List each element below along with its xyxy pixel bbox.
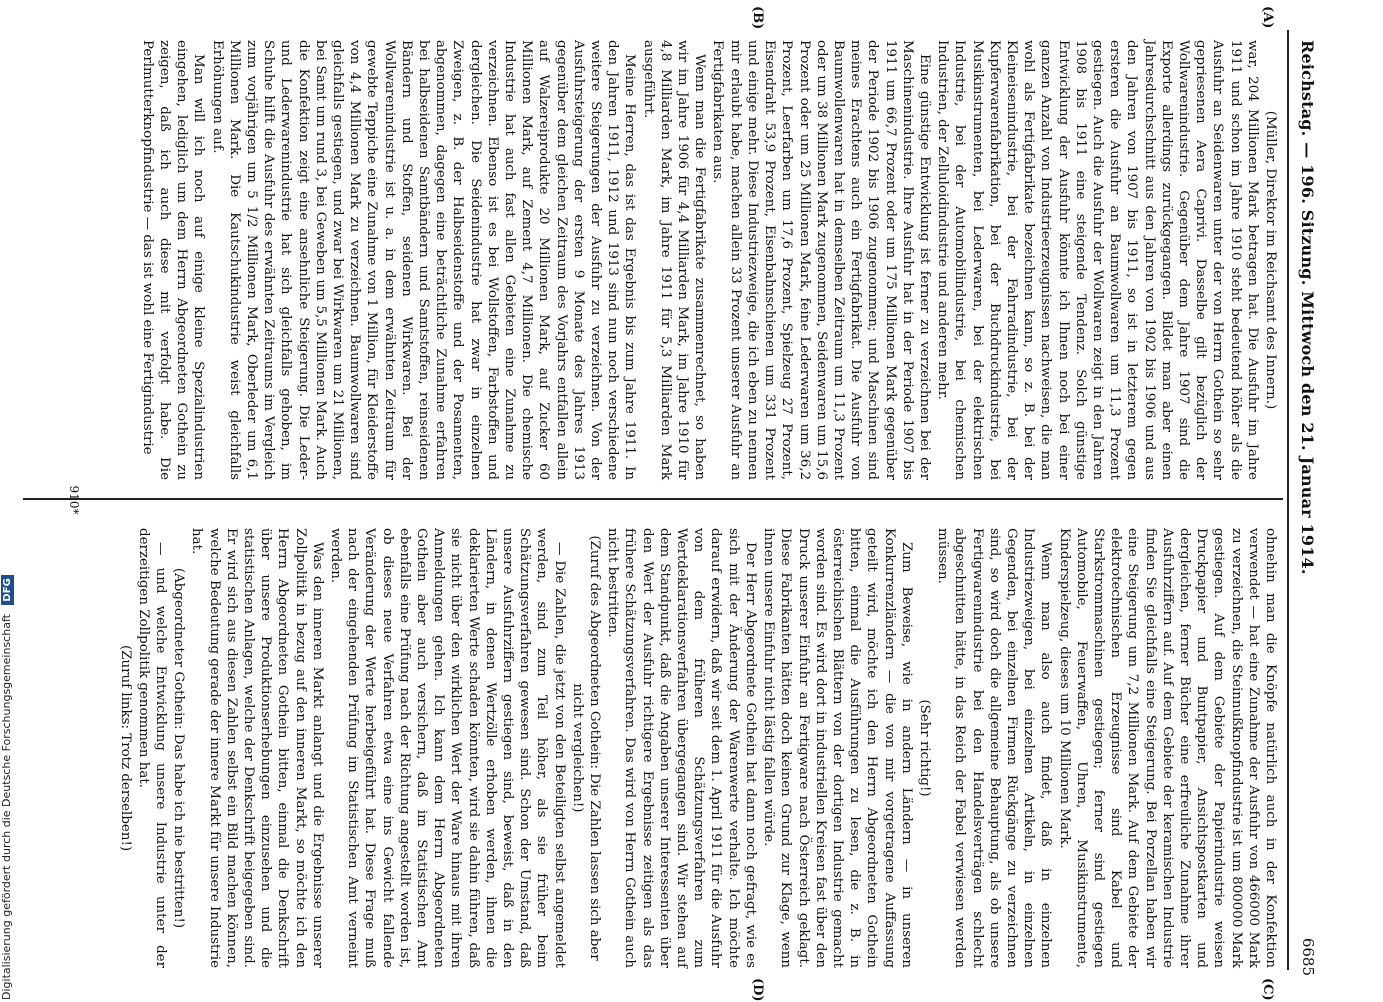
paragraph: Meine Herren, das ist das Ergebnis bis zum Jahre 1911. In den Jahren 1911, 1912 und 1913 sind nun noch verschiedene weitere Steigerungen der Ausfuhr zu verzeichnen. Von der Ausfuhrsteigerung der ersten 9 Monate des Jahres 1913 gegenüber dem gleichen Zeitraum des Vorjahrs entfallen allein auf Walzereiprodukte 20 Millionen Mark, auf Zucker 60 Millionen Mark, auf Zement 4,7 Millionen. Die chemische Industrie hat auch fast allen Gebieten eine Zunahme zu verzeichnen. Ebenso ist es bei Wollstoffen, Farbstoffen und dergleichen. Die Seidenindustrie hat zwar in einzelnen Zweigen, z. B. der Halbseidenstoffe und der Posamenten, abgenommen, dagegen eine beträchtliche Zunahme erfahren bei halbseidenen Samtbändern und Samtstoffen, reinseidenen Bändern und Stoffen, seidenen Wirkwaren. Bei der Wollwarenindustrie ist u. a. in dem erwähnten Zeitraum für gewebte Teppiche eine Zunahme von 1 Million, für Kleiderstoffe von 4,4 Millionen Mark zu verzeichnen. Baumwollwaren sind gleichfalls gestiegen, und zwar bei Wirkwaren um 21 Millionen, bei Samt um rund 3, bei Geweben um 5,5 Millionen Mark. Auch die Konfektion zeigt eine ansehnliche Steigerung. Die Leder- und Lederwarenindustrie hat sich gleichfalls gehoben, im Schuhe hilft die Ausfuhr des erwähnten Zeitraums im Vergleich zum vorjährigen um 5 1/2 Millionen Mark, Oberleder um 6,1 Millionen Mark. Die Kautschukindustrie weist gleichfalls Erhöhungen auf. [209, 40, 638, 480]
interjection: (Zuruf links: Trotz derselben!) [117, 644, 133, 852]
margin-marker-a: (A) [1260, 6, 1275, 29]
header-rule [1287, 30, 1289, 970]
paragraph: — und welche Entwicklung unsere Industrie unter der derzeitigen Zollpolitik genommen hat. [135, 528, 168, 968]
paragraph: Eine günstige Entwicklung ist ferner zu verzeichnen bei der Maschinenindustrie. Ihre Ausfuhr hat in der Periode 1907 bis 1911 um 66,7 Prozent oder um 175 Millionen Mark gegenüber der Periode 1902 bis 1906 zugenommen; und Maschinen sind meines Erachtens auch ein Fertigfabrikat. Die Ausfuhr von Baumwollenwaren hat in demselben Zeitraum um 11,3 Prozent oder um 38 Millionen Mark zugenommen, Seidenwaren um 15,6 Prozent oder um 25 Millionen Mark, feine Lederwaren um 36,2 Prozent, Leerfarben um 17,6 Prozent, Spielzeug 27 Prozent, Eisendraht 53,9 Prozent, Eisenbahnschienen um 331 Prozent und einige mehr. Diese Industriezweige, die ich eben zu nennen mir erlaubt habe, machen allein 33 Prozent unserer Ausfuhr an Fertigfabrikaten aus. [710, 40, 932, 480]
paragraph: Zum Beweise, wie in andern Ländern — in unseren Konkurrenzländern — die von mir vorgetragene Auffassung geteilt wird, möchte ich den Herrn Abgeordneten Gothein bitten, einmal die Ausführungen zu lesen, die z. B. in österreichischen Blättern von der dortigen Industrie gemacht worden sind. Es wird dort in industriellen Kreisen fast über den Druck unserer Einfuhr an Fertigware nach Österreich geklagt. Diese Fabrikanten hätten doch keinen Grund zur Klage, wenn ihnen unsere Einfuhr nicht lästig fallen würde. [761, 528, 914, 968]
credit-text: Digitalisierung gefördert durch die Deutsche Forschungsgemeinschaft [0, 614, 13, 1000]
interjection: (Abgeordneter Gothein: Das habe ich nie bestritten!) [171, 567, 187, 929]
paragraph: Der Herr Abgeordnete Gothein hat dann noch gefragt, wie es sich mit der Änderung der Warenwerte verhalte. Ich möchte darauf erwidern, daß wir seit dem 1. April 1911 für die Ausfuhr von dem früheren Schätzungsverfahren zum Wertdeklarationsverfahren übergegangen sind. Wir stehen auf dem Standpunkt, daß die Angaben unserer Interessenten über den Wert der Ausfuhr richtigere Ergebnisse zeitigen als das frühere Schätzungsverfahren. Das wird von Herrn Gothein auch nicht bestritten. [605, 528, 758, 968]
dfg-logo: DFG [1, 575, 14, 604]
paragraph: — Die Zahlen, die jetzt von den Beteiligten selbst angemeldet werden, sind zum Teil höher, als sie früher beim Schätzungsverfahren gewesen sind. Schon der Umstand, daß unsere Ausfuhrziffern gestiegen sind, beweist, daß in den Ländern, in denen Wertzölle erhoben werden, ihnen die deklarierten Werte schaden könnten, wird sie dahin führen, daß sie nicht über den wirklichen Wert der Ware hinaus mit ihren Anmeldungen gehen. Ich kann dem Herrn Abgeordneten Gothein aber auch versichern, daß im Statistischen Amt ebenfalls eine Prüfung nach der Richtung angestellt worden ist, ob dieses neue Verfahren etwa eine ins Gewicht fallende Veränderung der Werte herbeigeführt hat. Diese Frage muß nach der eingehenden Prüfung im Statistischen Amt verneint werden. [328, 528, 567, 968]
margin-marker-d: (D) [750, 978, 765, 1002]
interjection: (Sehr richtig!) [916, 699, 932, 797]
margin-marker-b: (B) [750, 6, 765, 30]
rotated-page [15, 0, 1325, 1000]
paragraph: Man will ich noch auf einige kleine Spezialindustrien eingehen, lediglich um dem Herrn Abgeordneten Gothein zu zeigen, daß ich auch diese mit verfolgt habe. Die Perlmutterknopfindustrie — das ist wohl eine Fertigindustrie [139, 40, 207, 480]
column-divider [23, 498, 1283, 500]
margin-marker-c: (C) [1260, 978, 1275, 1001]
paragraph: (Müller, Direktor im Reichsamt des Innern.) [1263, 110, 1278, 410]
right-column [115, 528, 1279, 968]
paragraph: ohnehin man die Knöpfe natürlich auch in der Konfektion verwendet — hat eine Zunahme der Ausfuhr von 466000 Mark zu verzeichnen, die Steinnußknopfindustrie ist um 800000 Mark gestiegen. Auf dem Gebiete der Papierindustrie weisen Druckpapier und Buntpapier, Ansichtspostkarten und dergleichen, ferner Bücher eine erfreuliche Zunahme ihrer Ausfuhrziffern auf. Auf dem Gebiete der keramischen Industrie finden Sie gleichfalls eine Steigerung. Bei Porzellan haben wir eine Steigerung um 7,2 Millionen Mark. Auf dem Gebiete der elektrotechnischen Erzeugnisse sind Kabel und Starkstrommaschinen gestiegen; ferner sind gestiegen Automobile, Feuerwaffen, Uhren, Musikinstrumente, Kinderspielzeug, dieses um 10 Millionen Mark. [1056, 528, 1278, 968]
page-number: 6685 [1299, 937, 1317, 976]
signature-mark: 910* [67, 485, 81, 515]
page-header [1291, 0, 1325, 1000]
left-column [138, 40, 1279, 480]
paragraph: Was den inneren Markt anlangt und die Ergebnisse unserer Zollpolitik in bezug auf den inneren Markt, so möchte ich den Herrn Abgeordneten Gothein bitten, einmal die Denkschrift über unsere Produktionserhebungen einzusehen und die statistischen Anlagen, welche der Denkschrift beigegeben sind. Er wird sich aus diesen Zahlen selbst ein Bild machen können, welche Bedeutung gerade der innere Markt für unsere Industrie hat. [189, 528, 325, 968]
interjection: (Zuruf des Abgeordneten Gothein: Die Zahlen lassen sich aber nicht vergleichen!) [569, 535, 603, 961]
paragraph: Wenn man also auch findet, daß in einzelnen Industriezweigen, bei einzelnen Artikeln, in einzelnen Gegenden, bei einzelnen Firmen Rückgänge zu verzeichnen sind, so wird doch die allgemeine Behauptung, als ob unsere Fertigwarenindustrie bei den Handelsverträgen schlecht abgeschnitten hätte, in das Reich der Fabel verwiesen werden müssen. [935, 528, 1054, 968]
paragraph: war, 204 Millionen Mark betragen hat. Die Ausfuhr im Jahre 1911 und schon im Jahre 1910 steht bedeutend höher als die Ausfuhr an Seidenwaren unter der von Herrn Gothein so sehr gepriesenen Aera Caprivi. Dasselbe gilt bezüglich der Wollwarenindustrie. Gegenüber dem Jahre 1907 sind die Exporte allerdings zurückgegangen. Bildet man aber einen Jahresdurchschnitt aus den Jahren von 1902 bis 1906 und aus den Jahren von 1907 bis 1911, so ist in letzterem gegen ersteren die Ausfuhr an Baumwollwaren um 11,3 Prozent gestiegen. Auch die Ausfuhr der Wollwaren zeigt in den Jahren 1908 bis 1911 eine steigende Tendenz. Solch günstige Entwicklung der Ausfuhr könnte ich Ihnen noch bei einer ganzen Anzahl von Industrieerzeugnissen nachweisen, die man wohl als Fertigfabrikate bezeichnen kann, so z. B. bei der Kleineisenindustrie, bei der Fahrradindustrie, bei der Kupferwarenfabrikation, bei der Buchdruckindustrie, bei Musikinstrumenten, bei Lederwaren, bei der elektrischen Industrie, bei der Automobilindustrie, bei chemischen Industrien, der Zelluloidindustrie und anderen mehr. [935, 40, 1260, 480]
paragraph: Wenn man die Fertigfabrikate zusammenrechnet, so haben wir im Jahre 1906 für 4,4 Milliarden Mark, im Jahre 1910 für 4,8 Milliarden Mark, im Jahre 1911 für 5,3 Milliarden Mark ausgeführt. [640, 40, 708, 480]
page-title: Reichstag. — 196. Sitzung. Mittwoch den 21. Januar 1914. [1298, 40, 1317, 575]
